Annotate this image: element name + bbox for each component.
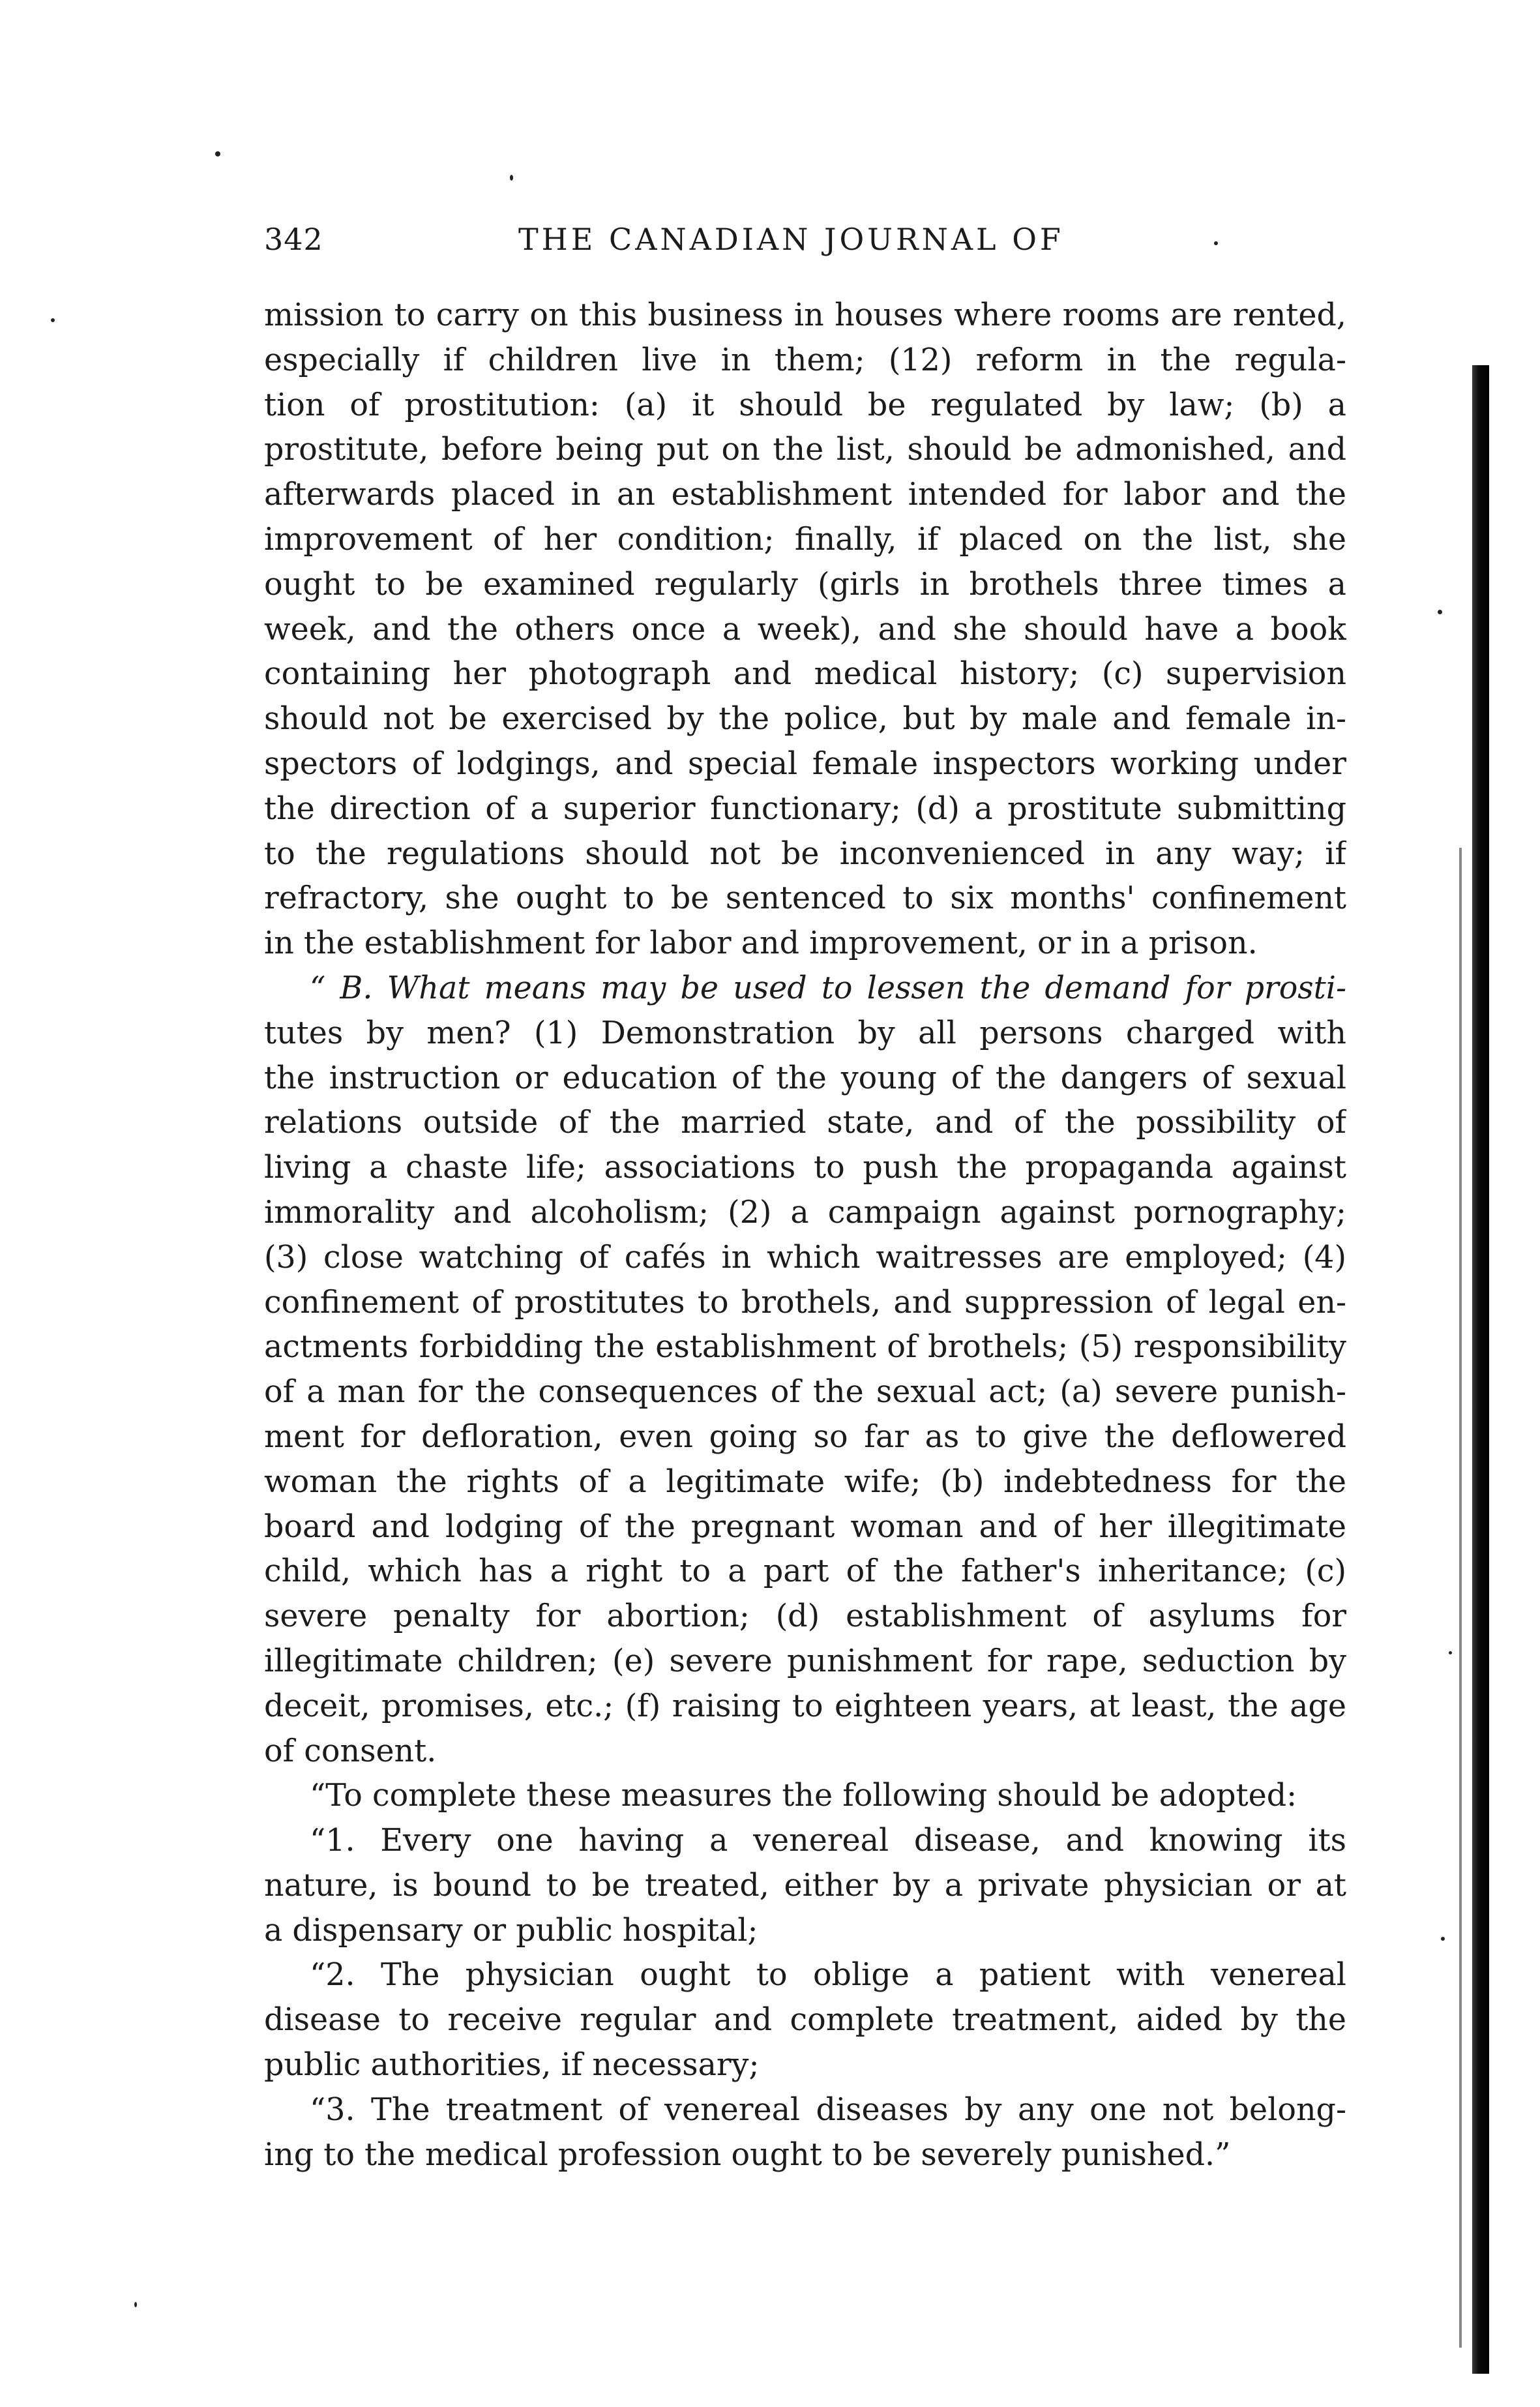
text-line: prostitute, before being put on the list, should be admonished, and — [264, 432, 1346, 468]
text-line: “2. The physician ought to oblige a patient with venereal — [310, 1957, 1346, 1994]
text-line: spectors of lodgings, and special female inspectors working under — [264, 745, 1346, 782]
text-line: illegitimate children; (e) severe punishment for rape, seduction by — [264, 1643, 1346, 1679]
page-number: 342 — [264, 222, 323, 257]
text-line: tion of prostitution: (a) it should be regulated by law; (b) a — [264, 387, 1346, 423]
scan-speck — [510, 175, 513, 181]
text-line: confinement of prostitutes to brothels, and suppression of legal en- — [264, 1284, 1346, 1321]
text-line: woman the rights of a legitimate wife; (b) indebtedness for the — [264, 1463, 1346, 1500]
scan-speck — [1438, 610, 1442, 614]
text-line: week, and the others once a week), and she should have a book — [264, 611, 1346, 648]
text-line: improvement of her condition; finally, if placed on the list, she — [264, 521, 1346, 558]
text-line: actments forbidding the establishment of brothels; (5) responsibility — [264, 1329, 1346, 1366]
scan-speck — [1449, 1651, 1452, 1654]
text-line: refractory, she ought to be sentenced to six months' confinement — [264, 880, 1346, 917]
text-line: to the regulations should not be inconvenienced in any way; if — [264, 835, 1346, 872]
scan-speck — [1441, 1937, 1445, 1941]
text-line: public authorities, if necessary; — [264, 2047, 760, 2084]
text-line: “1. Every one having a venereal disease, and knowing its — [310, 1823, 1346, 1859]
scan-speck — [1214, 241, 1218, 245]
text-line: ought to be examined regularly (girls in brothels three times a — [264, 566, 1346, 603]
text-line: (3) close watching of cafés in which waitresses are employed; (4) — [264, 1239, 1346, 1276]
text-line: a dispensary or public hospital; — [264, 1912, 758, 1949]
text-line: living a chaste life; associations to push the propaganda against — [264, 1150, 1346, 1186]
text-line: nature, is bound to be treated, either by a private physician or at — [264, 1867, 1346, 1904]
text-line: child, which has a right to a part of the father's inheritance; (c) — [264, 1553, 1346, 1590]
text-line: tutes by men? (1) Demonstration by all persons charged with — [264, 1015, 1346, 1051]
scan-speck — [215, 151, 220, 157]
scan-speck — [134, 2302, 137, 2307]
page-gutter-shadow — [1472, 365, 1489, 2374]
journal-title: THE CANADIAN JOURNAL OF — [518, 222, 1064, 257]
text-line: “To complete these measures the following should be adopted: — [310, 1778, 1297, 1814]
text-line: especially if children live in them; (12) reform in the regula- — [264, 342, 1346, 378]
text-line: containing her photograph and medical history; (c) supervision — [264, 656, 1346, 693]
text-line: should not be exercised by the police, but by male and female in- — [264, 701, 1346, 738]
text-line: the direction of a superior functionary; (d) a prostitute submitting — [264, 790, 1346, 827]
running-head — [264, 222, 1229, 261]
text-line: “3. The treatment of venereal diseases by any one not belong- — [310, 2091, 1346, 2128]
text-line: mission to carry on this business in houses where rooms are rented, — [264, 297, 1346, 333]
text-line: in the establishment for labor and improvement, or in a prison. — [264, 925, 1258, 962]
scan-speck — [51, 318, 55, 322]
text-line: relations outside of the married state, and of the possibility of — [264, 1105, 1346, 1141]
text-line: immorality and alcoholism; (2) a campaign against pornography; — [264, 1194, 1346, 1231]
text-line: ing to the medical profession ought to be severely punished.” — [264, 2136, 1231, 2173]
text-line: afterwards placed in an establishment intended for labor and the — [264, 477, 1346, 513]
text-line: disease to receive regular and complete treatment, aided by the — [264, 2002, 1346, 2039]
text-line: the instruction or education of the young of the dangers of sexual — [264, 1060, 1346, 1096]
text-line: board and lodging of the pregnant woman and of her illegitimate — [264, 1508, 1346, 1545]
section-heading-line: “ B. What means may be used to lessen the demand for prosti- — [310, 970, 1346, 1006]
page-gutter-shadow-thin — [1459, 848, 1462, 2348]
body-text — [264, 293, 1346, 2177]
text-line: of a man for the consequences of the sexual act; (a) severe punish- — [264, 1374, 1346, 1411]
text-line: of consent. — [264, 1733, 437, 1769]
text-line: deceit, promises, etc.; (f) raising to eighteen years, at least, the age — [264, 1688, 1346, 1724]
text-line: severe penalty for abortion; (d) establishment of asylums for — [264, 1598, 1346, 1635]
text-line: ment for defloration, even going so far as to give the deflowered — [264, 1418, 1346, 1455]
